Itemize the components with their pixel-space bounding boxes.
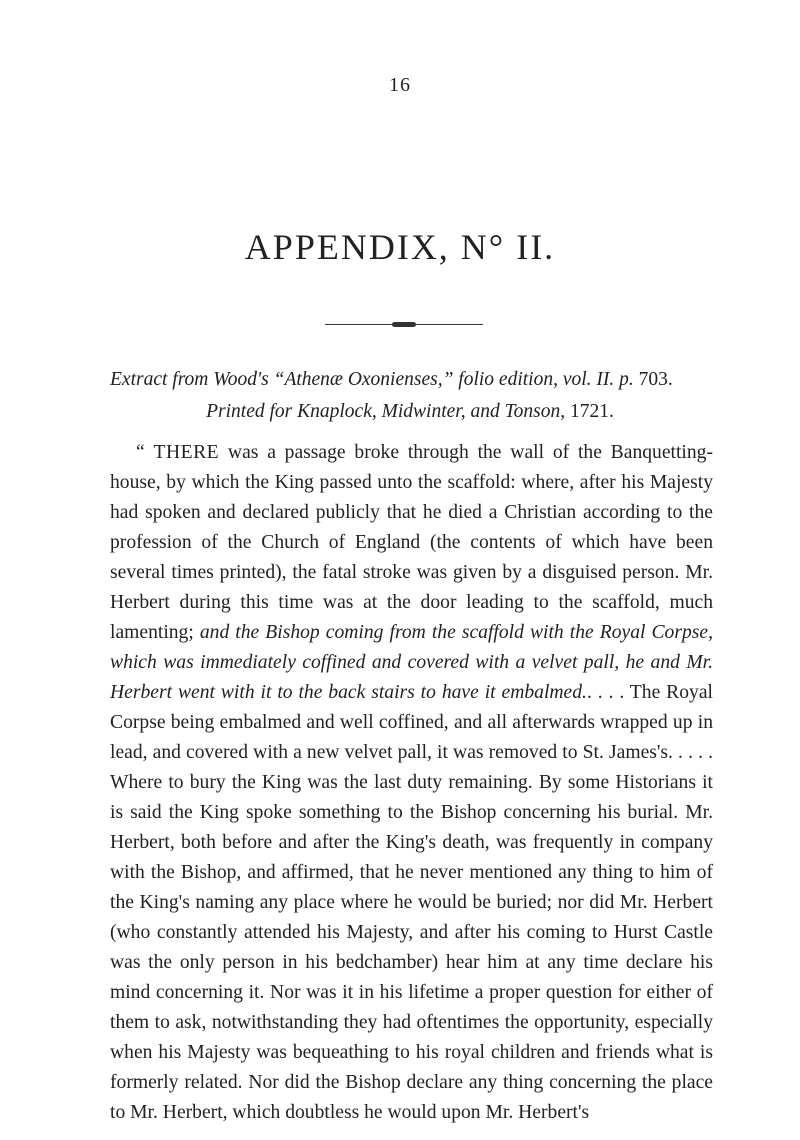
citation-printers: Printed for Knaplock, Midwinter, and Tonson, [206,401,566,422]
citation-source: Wood's “Athenæ Oxonienses,” folio edition, vol. II. p. [213,369,634,390]
citation-line-1 [110,364,710,396]
citation-page: 703. [633,369,673,390]
body-paragraph [110,438,713,1128]
first-word: THERE [153,442,220,463]
page-number: 16 [389,74,411,96]
page-heading: APPENDIX, N° II. [244,227,556,267]
citation-year: 1721. [565,401,614,422]
body-part-1: was a passage broke through the wall of the Banquetting-house, by which the King passed unto the scaffold: where, after his Majesty had spoken and declared publicly that he died a Christian according to the profession of the Church of England (the contents of which have been several times printed), the fatal stroke was given by a disguised person. Mr. Herbert during this time was at the door leading to the scaffold, much lamenting; [110,442,713,643]
opening-quote: “ [136,442,154,463]
body-part-2: . . . . The Royal Corpse being embalmed and well coffined, and all afterwards wrapped up in lead, and covered with a new velvet pall, it was removed to St. James's. . . . . Where to bury the King was the last duty remaining. By some Historians it is said the King spoke something to the Bishop concerning his burial. Mr. Herbert, both before and after the King's death, was frequently in company with the Bishop, and affirmed, that he never mentioned any thing to him of the King's naming any place where he would be buried; nor did Mr. Herbert (who constantly attended his Majesty, and after his coming to Hurst Castle was the only person in his bedchamber) hear him at any time declare his mind concerning it. Nor was it in his lifetime a proper question for either of them to ask, notwithstanding they had oftentimes the opportunity, especially when his Majesty was bequeathing to his royal children and friends what is formerly related. Nor did the Bishop declare any thing concerning the place to Mr. Herbert, which doubtless he would upon Mr. Herbert's [110,682,713,1123]
citation-prefix: Extract from [110,369,214,390]
citation-line-2 [110,396,710,428]
ornamental-rule-knot [392,322,416,327]
extract-citation [110,364,710,428]
body-italic-passage: and the Bishop coming from the scaffold with the Royal Corpse, which was immediately coffined and covered with a velvet pall, he and Mr. Herbert went with it to the back stairs to have it embalmed. [110,622,713,703]
